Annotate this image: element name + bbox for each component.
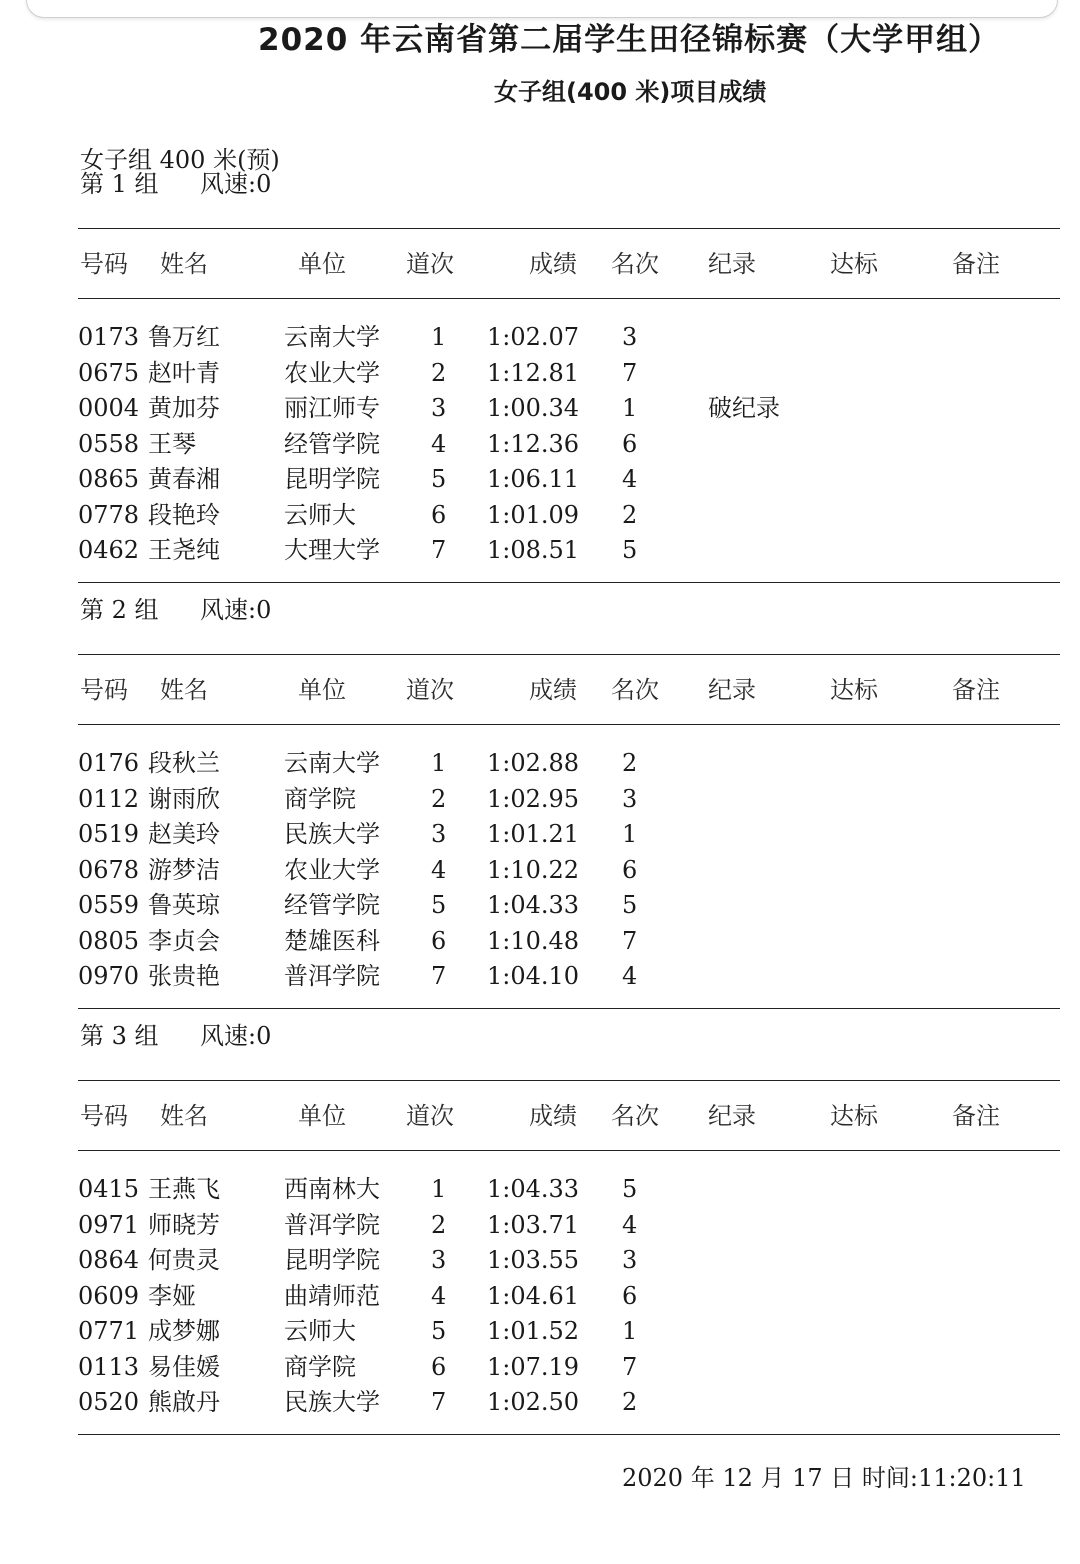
column-header: 达标 — [830, 250, 878, 278]
record: 破纪录 — [708, 394, 780, 422]
document-subtitle: 女子组(400 米)项目成绩 — [494, 78, 767, 106]
athlete-name: 鲁万红 — [148, 323, 220, 351]
divider-line — [78, 724, 1060, 725]
rank: 3 — [622, 323, 638, 351]
divider-line — [78, 654, 1060, 655]
column-header: 名次 — [611, 250, 659, 278]
rank: 4 — [622, 465, 638, 493]
bib-number: 0176 — [78, 749, 140, 777]
divider-line — [78, 228, 1060, 229]
lane: 3 — [431, 394, 447, 422]
bib-number: 0805 — [78, 926, 140, 955]
bib-number: 0112 — [78, 784, 140, 813]
unit: 民族大学 — [284, 820, 380, 848]
bib-number: 0519 — [78, 820, 140, 848]
athlete-name: 赵美玲 — [148, 820, 220, 848]
rank: 1 — [622, 820, 638, 848]
bib-number: 0113 — [78, 1352, 140, 1381]
athlete-name: 成梦娜 — [148, 1317, 220, 1345]
lane: 2 — [431, 358, 447, 387]
lane: 7 — [431, 536, 447, 564]
divider-line — [78, 1008, 1060, 1009]
column-header: 姓名 — [160, 1102, 208, 1130]
athlete-name: 谢雨欣 — [148, 784, 220, 813]
unit: 楚雄医科 — [284, 926, 380, 955]
footer-timestamp: 2020 年 12 月 17 日 时间:11:20:11 — [622, 1464, 1026, 1492]
unit: 商学院 — [284, 784, 356, 813]
athlete-name: 李贞会 — [148, 926, 220, 955]
unit: 曲靖师范 — [284, 1281, 380, 1310]
unit: 云师大 — [284, 1317, 356, 1345]
column-header: 名次 — [611, 1102, 659, 1130]
unit: 大理大学 — [284, 536, 380, 564]
column-header: 道次 — [406, 250, 454, 278]
divider-line — [78, 298, 1060, 299]
result-time: 1:10.48 — [487, 926, 580, 955]
rank: 3 — [622, 1246, 638, 1274]
unit: 普洱学院 — [284, 962, 380, 990]
unit: 经管学院 — [284, 429, 380, 458]
athlete-name: 张贵艳 — [148, 962, 220, 990]
lane: 5 — [431, 891, 447, 919]
athlete-name: 王燕飞 — [148, 1175, 220, 1203]
result-time: 1:02.50 — [487, 1388, 580, 1416]
group-label: 第 1 组 — [80, 170, 159, 198]
divider-line — [78, 1080, 1060, 1081]
column-header: 成绩 — [529, 250, 577, 278]
divider-line — [78, 1434, 1060, 1435]
result-time: 1:03.55 — [487, 1246, 580, 1274]
bib-number: 0864 — [78, 1246, 140, 1274]
rank: 7 — [622, 926, 638, 955]
unit: 民族大学 — [284, 1388, 380, 1416]
rank: 5 — [622, 536, 638, 564]
rank: 6 — [622, 855, 638, 884]
lane: 5 — [431, 465, 447, 493]
rank: 6 — [622, 1281, 638, 1310]
column-header: 单位 — [298, 676, 346, 704]
result-time: 1:04.61 — [487, 1281, 580, 1310]
result-time: 1:02.88 — [487, 749, 580, 777]
athlete-name: 黄加芬 — [148, 394, 220, 422]
rank: 5 — [622, 1175, 638, 1203]
athlete-name: 王尧纯 — [148, 536, 220, 564]
unit: 普洱学院 — [284, 1210, 380, 1239]
athlete-name: 游梦洁 — [148, 855, 220, 884]
wind-speed: 风速:0 — [200, 170, 272, 198]
bib-number: 0771 — [78, 1317, 140, 1345]
rank: 3 — [622, 784, 638, 813]
rank: 6 — [622, 429, 638, 458]
result-time: 1:10.22 — [487, 855, 580, 884]
athlete-name: 易佳媛 — [148, 1352, 220, 1381]
lane: 4 — [431, 1281, 447, 1310]
column-header: 姓名 — [160, 250, 208, 278]
result-time: 1:04.10 — [487, 962, 580, 990]
column-header: 道次 — [406, 676, 454, 704]
rank: 2 — [622, 1388, 638, 1416]
athlete-name: 赵叶青 — [148, 358, 220, 387]
group-label: 第 2 组 — [80, 596, 159, 624]
column-header: 名次 — [611, 676, 659, 704]
bib-number: 0778 — [78, 500, 140, 529]
divider-line — [78, 1150, 1060, 1151]
column-header: 达标 — [830, 676, 878, 704]
column-header: 道次 — [406, 1102, 454, 1130]
result-time: 1:01.09 — [487, 500, 580, 529]
divider-line — [78, 582, 1060, 583]
rank: 7 — [622, 1352, 638, 1381]
athlete-name: 黄春湘 — [148, 465, 220, 493]
bib-number: 0609 — [78, 1281, 140, 1310]
event-line: 女子组 400 米(预) — [80, 146, 280, 174]
athlete-name: 段秋兰 — [148, 749, 220, 777]
column-header: 号码 — [80, 250, 128, 278]
result-time: 1:12.36 — [487, 429, 580, 458]
unit: 昆明学院 — [284, 1246, 380, 1274]
bib-number: 0678 — [78, 855, 140, 884]
unit: 云南大学 — [284, 323, 380, 351]
bib-number: 0520 — [78, 1388, 140, 1416]
bib-number: 0462 — [78, 536, 140, 564]
bib-number: 0173 — [78, 323, 140, 351]
lane: 5 — [431, 1317, 447, 1345]
result-time: 1:04.33 — [487, 891, 580, 919]
athlete-name: 王琴 — [148, 429, 196, 458]
unit: 经管学院 — [284, 891, 380, 919]
unit: 云南大学 — [284, 749, 380, 777]
bib-number: 0415 — [78, 1175, 140, 1203]
column-header: 成绩 — [529, 1102, 577, 1130]
lane: 7 — [431, 962, 447, 990]
lane: 1 — [431, 749, 447, 777]
bib-number: 0004 — [78, 394, 140, 422]
unit: 农业大学 — [284, 358, 380, 387]
athlete-name: 鲁英琼 — [148, 891, 220, 919]
unit: 商学院 — [284, 1352, 356, 1381]
column-header: 单位 — [298, 1102, 346, 1130]
result-time: 1:01.21 — [487, 820, 580, 848]
rank: 4 — [622, 1210, 638, 1239]
bib-number: 0558 — [78, 429, 140, 458]
column-header: 备注 — [952, 676, 1000, 704]
lane: 6 — [431, 926, 447, 955]
lane: 3 — [431, 1246, 447, 1274]
rank: 5 — [622, 891, 638, 919]
rank: 4 — [622, 962, 638, 990]
lane: 3 — [431, 820, 447, 848]
result-time: 1:12.81 — [487, 358, 580, 387]
column-header: 纪录 — [708, 676, 756, 704]
column-header: 备注 — [952, 250, 1000, 278]
column-header: 号码 — [80, 1102, 128, 1130]
athlete-name: 师晓芳 — [148, 1210, 220, 1239]
result-time: 1:01.52 — [487, 1317, 580, 1345]
column-header: 纪录 — [708, 1102, 756, 1130]
rank: 7 — [622, 358, 638, 387]
rank: 2 — [622, 500, 638, 529]
bib-number: 0971 — [78, 1210, 140, 1239]
result-time: 1:00.34 — [487, 394, 580, 422]
bib-number: 0865 — [78, 465, 140, 493]
result-time: 1:06.11 — [487, 465, 580, 493]
bib-number: 0559 — [78, 891, 140, 919]
wind-speed: 风速:0 — [200, 596, 272, 624]
column-header: 单位 — [298, 250, 346, 278]
rank: 1 — [622, 394, 638, 422]
rank: 2 — [622, 749, 638, 777]
athlete-name: 熊啟丹 — [148, 1388, 220, 1416]
lane: 7 — [431, 1388, 447, 1416]
unit: 丽江师专 — [284, 394, 380, 422]
lane: 2 — [431, 1210, 447, 1239]
lane: 1 — [431, 323, 447, 351]
lane: 1 — [431, 1175, 447, 1203]
athlete-name: 段艳玲 — [148, 500, 220, 529]
lane: 4 — [431, 429, 447, 458]
column-header: 达标 — [830, 1102, 878, 1130]
result-time: 1:02.07 — [487, 323, 580, 351]
athlete-name: 李娅 — [148, 1281, 196, 1310]
unit: 昆明学院 — [284, 465, 380, 493]
bib-number: 0970 — [78, 962, 140, 990]
result-time: 1:02.95 — [487, 784, 580, 813]
athlete-name: 何贵灵 — [148, 1246, 220, 1274]
group-label: 第 3 组 — [80, 1022, 159, 1050]
unit: 农业大学 — [284, 855, 380, 884]
result-time: 1:03.71 — [487, 1210, 580, 1239]
lane: 6 — [431, 500, 447, 529]
result-time: 1:07.19 — [487, 1352, 580, 1381]
wind-speed: 风速:0 — [200, 1022, 272, 1050]
result-time: 1:08.51 — [487, 536, 580, 564]
column-header: 备注 — [952, 1102, 1000, 1130]
column-header: 纪录 — [708, 250, 756, 278]
rank: 1 — [622, 1317, 638, 1345]
column-header: 成绩 — [529, 676, 577, 704]
bib-number: 0675 — [78, 358, 140, 387]
column-header: 姓名 — [160, 676, 208, 704]
lane: 6 — [431, 1352, 447, 1381]
lane: 4 — [431, 855, 447, 884]
column-header: 号码 — [80, 676, 128, 704]
document-title: 2020 年云南省第二届学生田径锦标赛（大学甲组） — [258, 22, 1001, 58]
unit: 云师大 — [284, 500, 356, 529]
result-time: 1:04.33 — [487, 1175, 580, 1203]
unit: 西南林大 — [284, 1175, 380, 1203]
lane: 2 — [431, 784, 447, 813]
